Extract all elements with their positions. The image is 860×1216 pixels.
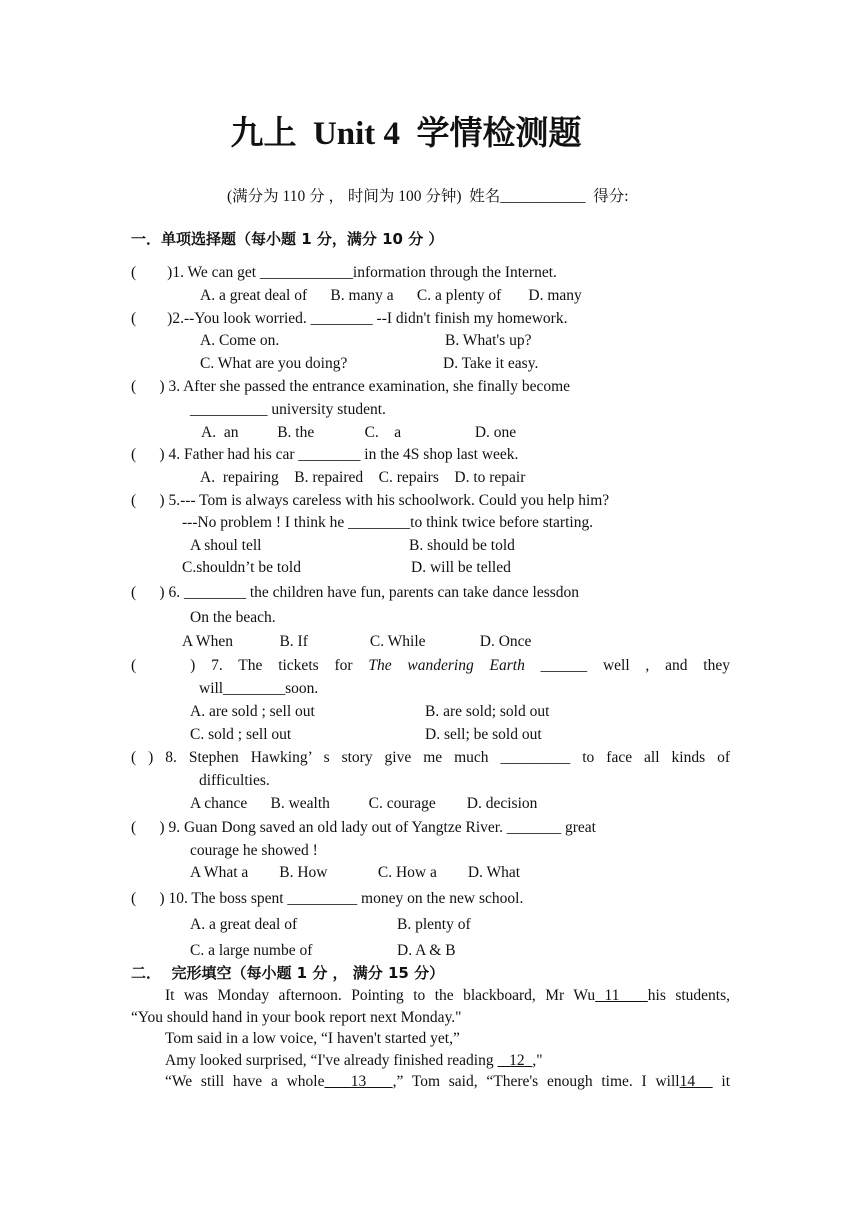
passage-text: his students, <box>647 987 731 1004</box>
question-options-3: A. an B. the C. a D. one <box>201 424 517 441</box>
blank-12 <box>498 1052 533 1069</box>
option-7d: D. sell; be sold out <box>425 726 542 743</box>
question-options-1: A. a great deal of B. many a C. a plenty of D. many <box>200 287 582 304</box>
blank-number: 11 <box>604 987 620 1004</box>
option-5a: A shoul tell <box>190 537 262 554</box>
option-10b: B. plenty of <box>397 916 471 933</box>
movie-title: The wandering Earth <box>368 657 525 674</box>
section-heading-2: 二． 完形填空（每小题 1 分 ， 满分 15 分） <box>131 964 445 982</box>
question-stem-6: ( ) 6. ________ the children have fun, parents can take dance lessdon <box>131 584 580 601</box>
page-title: 九上 Unit 4 学情检测题 <box>230 116 582 152</box>
option-2b: B. What's up? <box>445 332 532 349</box>
option-5d: D. will be telled <box>411 559 511 576</box>
question-cont-7: will________soon. <box>199 680 319 697</box>
blank-13 <box>324 1073 392 1090</box>
passage-line-4 <box>165 1051 543 1071</box>
question-options-6: A When B. If C. While D. Once <box>182 633 532 650</box>
question-stem-2: ( )2.--You look worried. ________ --I didn't finish my homework. <box>131 310 568 327</box>
passage-text: ,” Tom said, “There's enough time. I will <box>392 1073 680 1090</box>
blank-number: 12 <box>509 1052 525 1069</box>
answer-paren-open: ( <box>131 657 137 674</box>
passage-line-1 <box>165 986 730 1006</box>
option-10d: D. A & B <box>397 942 456 959</box>
question-stem-9: ( ) 9. Guan Dong saved an old lady out of Yangtze River. _______ great <box>131 819 596 836</box>
question-options-8: A chance B. wealth C. courage D. decision <box>190 795 538 812</box>
option-7b: B. are sold; sold out <box>425 703 550 720</box>
passage-text: Amy looked surprised, “I've already finished reading <box>165 1052 498 1069</box>
question-stem-4: ( ) 4. Father had his car ________ in the 4S shop last week. <box>131 446 519 463</box>
question-stem-10: ( ) 10. The boss spent _________ money on the new school. <box>131 890 524 907</box>
blank-11 <box>595 987 648 1004</box>
passage-text: “We still have a whole <box>165 1073 325 1090</box>
option-10a: A. a great deal of <box>190 916 298 933</box>
question-cont-6: On the beach. <box>190 609 276 626</box>
question-cont-8: difficulties. <box>199 772 270 789</box>
question-stem-1: ( )1. We can get ____________information through the Internet. <box>131 264 557 281</box>
question-stem-3: ( ) 3. After she passed the entrance examination, she finally become <box>131 378 571 395</box>
question-options-9: A What a B. How C. How a D. What <box>190 864 521 881</box>
question-text-7b: ______ well , and they <box>524 657 730 674</box>
exam-info: (满分为 110 分 ， 时间为 100 分钟) 姓名___________ 得分: <box>227 188 629 205</box>
option-2c: C. What are you doing? <box>200 355 348 372</box>
option-5b: B. should be told <box>409 537 515 554</box>
passage-text: it <box>712 1073 731 1090</box>
passage-line-2: “You should hand in your book report next Monday." <box>131 1009 462 1026</box>
option-2d: D. Take it easy. <box>443 355 539 372</box>
blank-number: 13 <box>350 1073 367 1090</box>
passage-text: It was Monday afternoon. Pointing to the blackboard, Mr Wu <box>165 987 596 1004</box>
question-stem-5: ( ) 5.--- Tom is always careless with his schoolwork. Could you help him? <box>131 492 610 509</box>
option-5c: C.shouldn’t be told <box>182 559 301 576</box>
question-cont-9: courage he showed ! <box>190 842 318 859</box>
option-7a: A. are sold ; sell out <box>190 703 315 720</box>
passage-line-5 <box>165 1072 730 1092</box>
question-stem-7 <box>131 656 730 676</box>
passage-text: ," <box>532 1052 543 1069</box>
blank-number: 14 <box>679 1073 696 1090</box>
question-cont-3: __________ university student. <box>190 401 386 418</box>
option-10c: C. a large numbe of <box>190 942 313 959</box>
question-cont-5: ---No problem ! I think he ________to think twice before starting. <box>182 514 594 531</box>
question-text-7a: ) 7. The tickets for <box>190 657 369 674</box>
blank-14 <box>680 1073 713 1090</box>
option-2a: A. Come on. <box>200 332 280 349</box>
section-heading-1: 一．单项选择题（每小题 1 分，满分 10 分 ） <box>131 230 444 248</box>
option-7c: C. sold ; sell out <box>190 726 292 743</box>
question-options-4: A. repairing B. repaired C. repairs D. to repair <box>200 469 526 486</box>
passage-line-3: Tom said in a low voice, “I haven't started yet,” <box>165 1030 460 1047</box>
question-stem-8: ( ) 8. Stephen Hawking’ s story give me much _________ to face all kinds of <box>131 749 730 766</box>
